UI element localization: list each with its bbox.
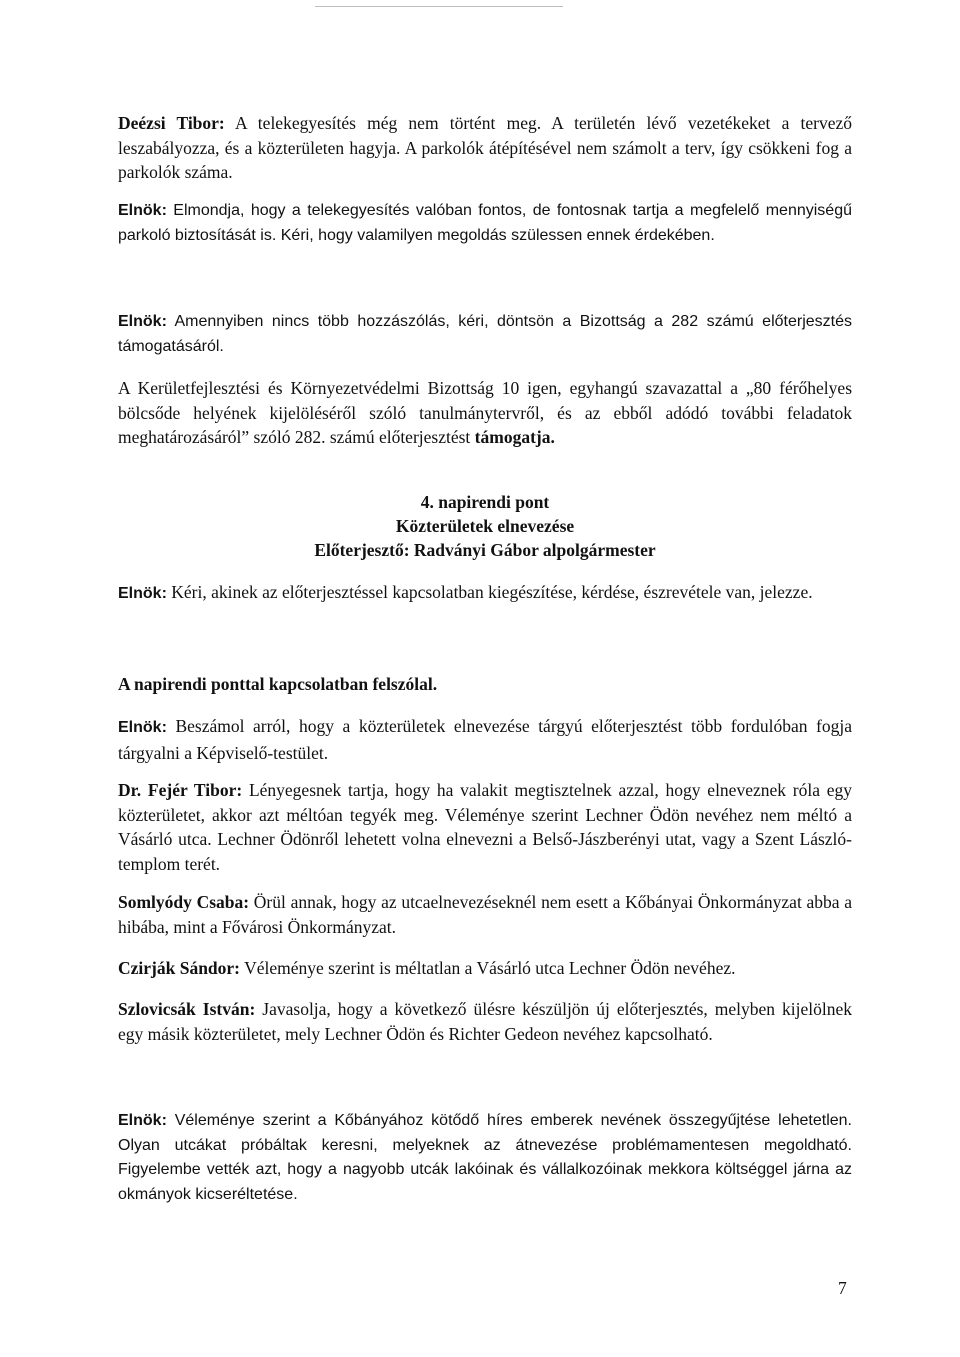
paragraph-elnok-4 — [118, 714, 852, 765]
speaker-name: Elnök: — [118, 202, 167, 219]
speaker-name: Elnök: — [118, 1112, 167, 1129]
paragraph-text: Kéri, akinek az előterjesztéssel kapcsolatban kiegészítése, kérdése, észrevétele van, jelezze. — [166, 582, 813, 602]
paragraph-somlyody — [118, 890, 852, 939]
paragraph-committee-decision — [118, 376, 852, 450]
speaker-name: Dr. Fejér Tibor: — [118, 780, 243, 800]
paragraph-elnok-1 — [118, 199, 852, 248]
paragraph-szlovicsak — [118, 997, 852, 1046]
speaker-name: Deézsi Tibor: — [118, 113, 225, 133]
speaker-name: Czirják Sándor: — [118, 958, 241, 978]
paragraph-text: A Kerületfejlesztési és Környezetvédelmi Bizottság 10 igen, egyhangú szavazattal a „80 férőhelyes bölcsőde helyének kijelöléséről szóló tanulmánytervről, és az ebből adódó további feladatok meghatározásáról” szóló 282. számú előterjesztést — [118, 378, 852, 447]
speaker-name: Elnök: — [118, 313, 167, 330]
paragraph-text: Elmondja, hogy a telekegyesítés valóban fontos, de fontosnak tartja a megfelelő mennyiségű parkoló biztosítását is. Kéri, hogy valamilyen megoldás szülessen ennek érdekében. — [118, 202, 852, 244]
paragraph-text: A telekegyesítés még nem történt meg. A területén lévő vezetékeket a tervező leszabályozza, és a közterületen hagyja. A parkolók átépítésével nem számolt a terv, így csökkeni fog a parkolók száma. — [118, 113, 852, 182]
speaker-name: Elnök: — [118, 719, 167, 736]
agenda-title: Közterületek elnevezése — [395, 516, 575, 536]
paragraph-text: Beszámol arról, hogy a közterületek elnevezése tárgyú előterjesztést több fordulóban fogja tárgyalni a Képviselő-testület. — [118, 716, 852, 763]
agenda-heading — [118, 490, 852, 562]
speaker-name: Somlyódy Csaba: — [118, 892, 250, 912]
paragraph-text: Véleménye szerint is méltatlan a Vásárló utca Lechner Ödön nevéhez. — [240, 958, 736, 978]
paragraph-text: Javasolja, hogy a következő ülésre készüljön új előterjesztés, melyben kijelölnek egy másik közterületet, mely Lechner Ödön és Richter Gedeon nevéhez kapcsolható. — [118, 999, 852, 1044]
paragraph-fejer — [118, 778, 852, 876]
speaker-name: Elnök: — [118, 585, 167, 602]
speaker-name: Szlovicsák István: — [118, 999, 256, 1019]
paragraph-elnok-2 — [118, 310, 852, 359]
paragraph-czirjak — [118, 956, 852, 981]
paragraph-text: Véleménye szerint a Kőbányához kötődő híres emberek nevének összegyűjtése lehetetlen. Olyan utcákat próbáltak keresni, melyeknek az átnevezése problémamentesen megoldható. Figyelembe vették azt, hogy a nagyobb utcák lakóinak és vállalkozóinak mekkora költséggel járna az okmányok kicseréltetése. — [118, 1112, 852, 1203]
page-number: 7 — [838, 1278, 847, 1298]
paragraph-elnok-5 — [118, 1109, 852, 1207]
agenda-presenter: Előterjesztő: Radványi Gábor alpolgármester — [314, 540, 656, 560]
paragraph-text: Lényegesnek tartja, hogy ha valakit megtisztelnek azzal, hogy elneveznek róla egy közterületet, akkor azt méltóan tegyék meg. Véleménye szerint Lechner Ödön nevéhez nem méltó a Vásárló utca. Lechner Ödönről lehetett volna elnevezni a Belső-Jászberényi utat, vagy a Szent László-templom terét. — [118, 780, 852, 874]
decision-emphasis: támogatja. — [474, 427, 555, 447]
agenda-number: 4. napirendi pont — [420, 492, 550, 512]
agenda-comment-heading: A napirendi ponttal kapcsolatban felszólal. — [118, 674, 438, 694]
paragraph-text: Örül annak, hogy az utcaelnevezéseknél nem esett a Kőbányai Önkormányzat abba a hibába, mint a Fővárosi Önkormányzat. — [118, 892, 852, 937]
scan-top-rule — [315, 6, 563, 7]
paragraph-text: Amennyiben nincs több hozzászólás, kéri, döntsön a Bizottság a 282 számú előterjesztés támogatásáról. — [118, 313, 852, 355]
paragraph-elnok-3 — [118, 580, 852, 607]
paragraph-deezsi — [118, 111, 852, 185]
